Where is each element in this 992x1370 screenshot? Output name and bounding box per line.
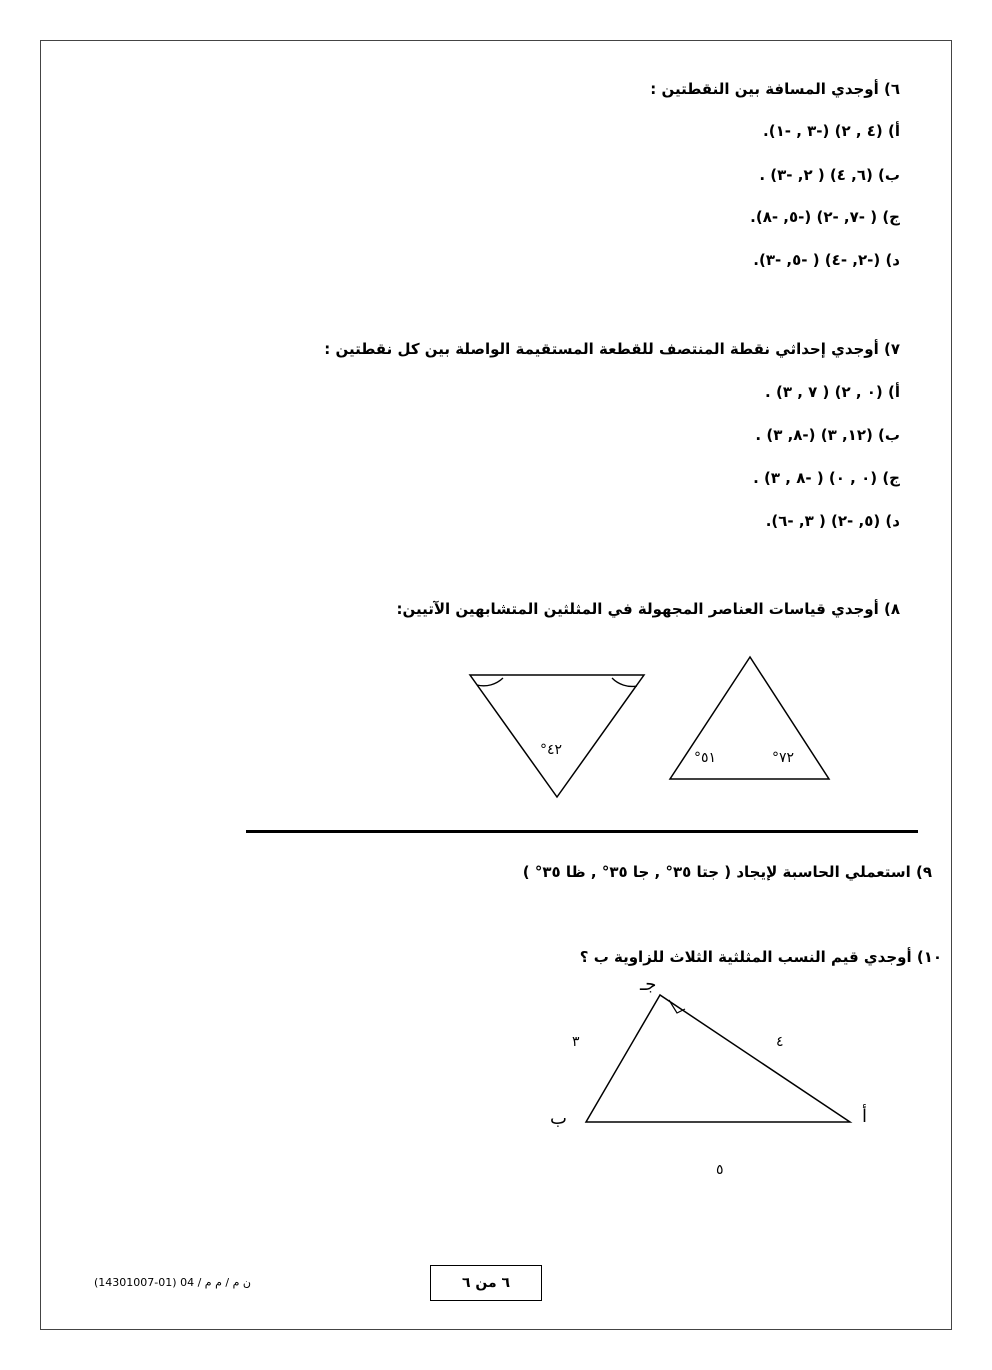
q6-item-a: أ) (٤ , ٢) (-٣ , -١). bbox=[763, 122, 900, 140]
q7-title: ٧) أوجدي إحداثي نقطة المنتصف للقطعة المستقيمة الواصلة بين كل نقطتين : bbox=[324, 340, 900, 358]
q6-title: ٦) أوجدي المسافة بين النقطتين : bbox=[650, 80, 900, 98]
side-ja-label: ٤ bbox=[776, 1034, 784, 1050]
inverted-triangle-angle: ٤٢° bbox=[540, 742, 563, 758]
q7-item-a: أ) (٠ , ٢) ( ٧ , ٣) . bbox=[765, 383, 900, 401]
q8-title: ٨) أوجدي قياسات العناصر المجهولة في المثلثين المتشابهين الآتيين: bbox=[396, 600, 900, 618]
q7-item-d: د) (٥, -٢) ( ٣, -٦). bbox=[765, 512, 900, 530]
q7-item-b: ب) (١٢, ٣) (-٨, ٣) . bbox=[755, 426, 900, 444]
vertex-j-label: جـ bbox=[640, 974, 657, 995]
q6-item-d: د) (-٢, -٤) ( -٥, -٣). bbox=[753, 251, 900, 269]
page-number-box: ٦ من ٦ bbox=[430, 1265, 542, 1301]
q6-item-b: ب) (٦, ٤) ( ٢, -٣) . bbox=[759, 166, 900, 184]
side-ab-label: ٥ bbox=[716, 1162, 724, 1178]
upright-triangle-angle-right: ٧٢° bbox=[772, 750, 795, 766]
vertex-a-label: أ bbox=[862, 1106, 868, 1127]
q10-title: ١٠) أوجدي قيم النسب المثلثية الثلاث للزاوية ب ؟ bbox=[579, 948, 942, 966]
vertex-b-label: ب bbox=[550, 1108, 567, 1129]
document-code: ن م / م م / 04 (01-14301007) bbox=[94, 1276, 251, 1289]
q9-title: ٩) استعملي الحاسبة لإيجاد ( جتا ٣٥° , جا ٣٥° , ظا ٣٥° ) bbox=[522, 863, 932, 881]
q6-item-c: ج) ( -٧, -٢) (-٥, -٨). bbox=[750, 208, 900, 226]
q7-item-c: ج) (٠ , ٠) ( -٨ , ٣) . bbox=[753, 469, 900, 487]
upright-triangle-angle-left: ٥١° bbox=[694, 750, 717, 766]
side-bj-label: ٣ bbox=[572, 1034, 580, 1050]
